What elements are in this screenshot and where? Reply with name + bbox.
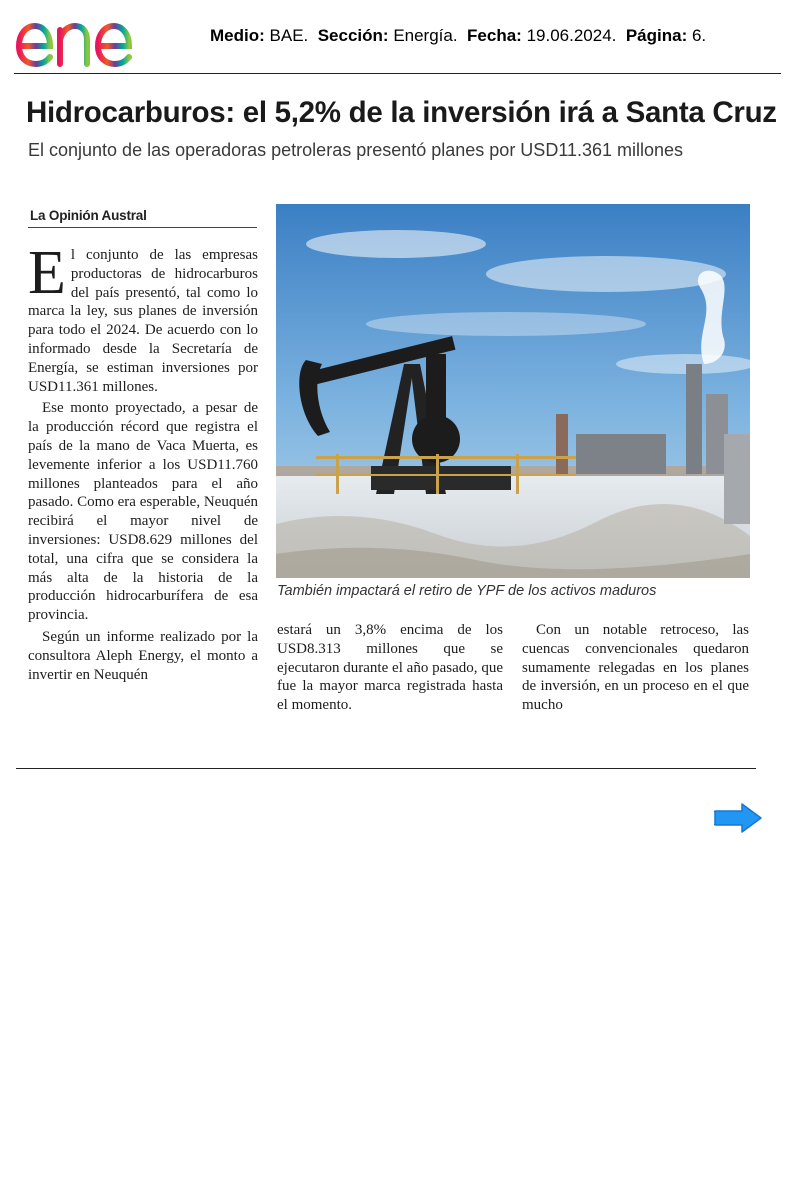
article-paragraph-3: Según un informe realizado por la consultora Aleph Energy, el monto a invertir en Neuquén [28, 628, 258, 683]
article-column-1 [28, 239, 258, 687]
medio-value: BAE. [269, 26, 309, 45]
oil-pumpjack-photo [276, 204, 750, 578]
source-divider [28, 227, 257, 228]
column-2-text: estará un 3,8% encima de los USD8.313 millones que se ejecutaron durante el año pasado, que fue la mayor marca registrada hasta el momento. [277, 622, 503, 714]
fecha-label: Fecha: [467, 26, 522, 45]
article-photo [276, 204, 750, 578]
clipping-metadata [210, 26, 706, 46]
article-column-3 [522, 621, 749, 718]
article-column-2 [277, 621, 503, 718]
article-paragraph-2: Ese monto proyectado, a pesar de la producción récord que registra el país de la mano de Vaca Muerta, es levemente inferior a los USD11.760 millones planteados para el año pasado. Como era esperable, Neuquén recibirá el mayor nivel de inversiones: USD8.629 millones del total, una cifra que se considera la más alta de la historia de la producción hidrocarburífera de esa provincia. [28, 400, 258, 624]
paragraph-1-text: l conjunto de las empresas productoras de hidrocarburos del país presentó, tal como lo marca la ley, sus planes de inversión para todo el 2024. De acuerdo con lo informado desde la Secretaría de Energía, se estiman inversiones por USD11.361 millones. [28, 247, 258, 395]
column-3-text: Con un notable retroceso, las cuencas convencionales quedaron sumamente relegadas en los planes de inversión, en un proceso en el que mucho [522, 622, 749, 714]
pagina-label: Página: [625, 26, 688, 45]
article-paragraph-1 [28, 239, 258, 396]
drop-cap: E [28, 239, 66, 307]
photo-caption: También impactará el retiro de YPF de los activos maduros [277, 583, 657, 599]
seccion-label: Sección: [317, 26, 389, 45]
article-source: La Opinión Austral [30, 208, 147, 223]
fecha-value: 19.06.2024. [526, 26, 617, 45]
footer-divider [16, 768, 756, 769]
medio-label: Medio: [210, 26, 265, 45]
header-divider [14, 73, 781, 74]
seccion-value: Energía. [393, 26, 458, 45]
article-subhead: El conjunto de las operadoras petroleras presentó planes por USD11.361 millones [28, 140, 684, 160]
pagina-value: 6. [691, 26, 707, 45]
enel-logo [14, 6, 180, 70]
arrow-right-icon[interactable] [712, 801, 764, 835]
clipping-header [0, 0, 800, 76]
article-headline: Hidrocarburos: el 5,2% de la inversión irá a Santa Cruz [26, 96, 777, 129]
